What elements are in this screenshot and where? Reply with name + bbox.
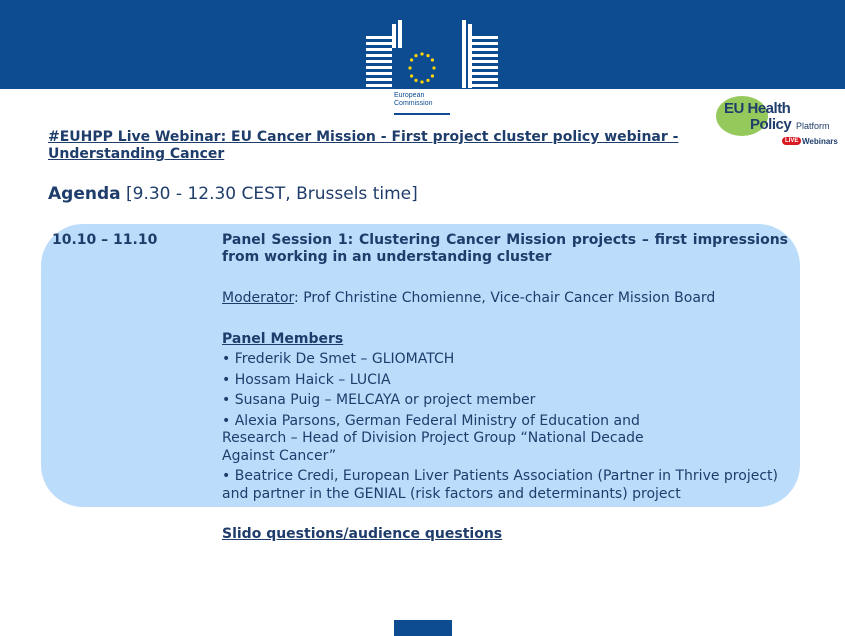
list-item: • Susana Puig – MELCAYA or project member	[222, 392, 536, 408]
eu-health-policy-platform-logo	[716, 94, 838, 152]
brand-line2: Policy	[750, 116, 792, 133]
moderator-text: : Prof Christine Chomienne, Vice-chair Cancer Mission Board	[294, 290, 716, 306]
ec-text-line1: European	[394, 92, 425, 99]
bottom-eu-flag	[394, 620, 452, 636]
list-item: • Alexia Parsons, German Federal Ministry of Education and Research – Head of Division Project Group “National Decade Against Cancer”	[222, 412, 644, 464]
webinar-title-link[interactable]: #EUHPP Live Webinar: EU Cancer Mission - First project cluster policy webinar - Understanding Cancer	[48, 129, 679, 162]
list-item: • Beatrice Credi, European Liver Patients Association (Partner in Thrive project) and partner in the GENIAL (risk factors and determinants) project	[222, 468, 778, 502]
brand-webinars: Webinars	[802, 137, 838, 146]
live-badge: LIVE	[782, 137, 801, 145]
agenda-heading	[48, 184, 418, 204]
moderator-label[interactable]: Moderator	[222, 290, 295, 306]
list-item: • Frederik De Smet – GLIOMATCH	[222, 351, 455, 367]
brand-platform: Platform	[796, 121, 830, 131]
ec-text-line2: Commission	[394, 100, 433, 107]
ec-logo-text	[394, 92, 474, 108]
session-title: Panel Session 1: Clustering Cancer Mission projects – first impressions from working in an understanding cluster	[222, 232, 788, 265]
panel-members-list	[222, 351, 782, 506]
panel-members-heading[interactable]: Panel Members	[222, 331, 344, 347]
list-item: • Hossam Haick – LUCIA	[222, 371, 391, 388]
slido-questions-link[interactable]: Slido questions/audience questions	[222, 526, 503, 542]
ec-underline	[394, 113, 450, 115]
agenda-label: Agenda	[48, 184, 121, 204]
moderator-line	[222, 290, 715, 306]
session-time: 10.10 – 11.10	[52, 232, 158, 248]
brand-line1: EU Health	[724, 100, 791, 117]
agenda-time-range: [9.30 - 12.30 CEST, Brussels time]	[120, 184, 418, 204]
